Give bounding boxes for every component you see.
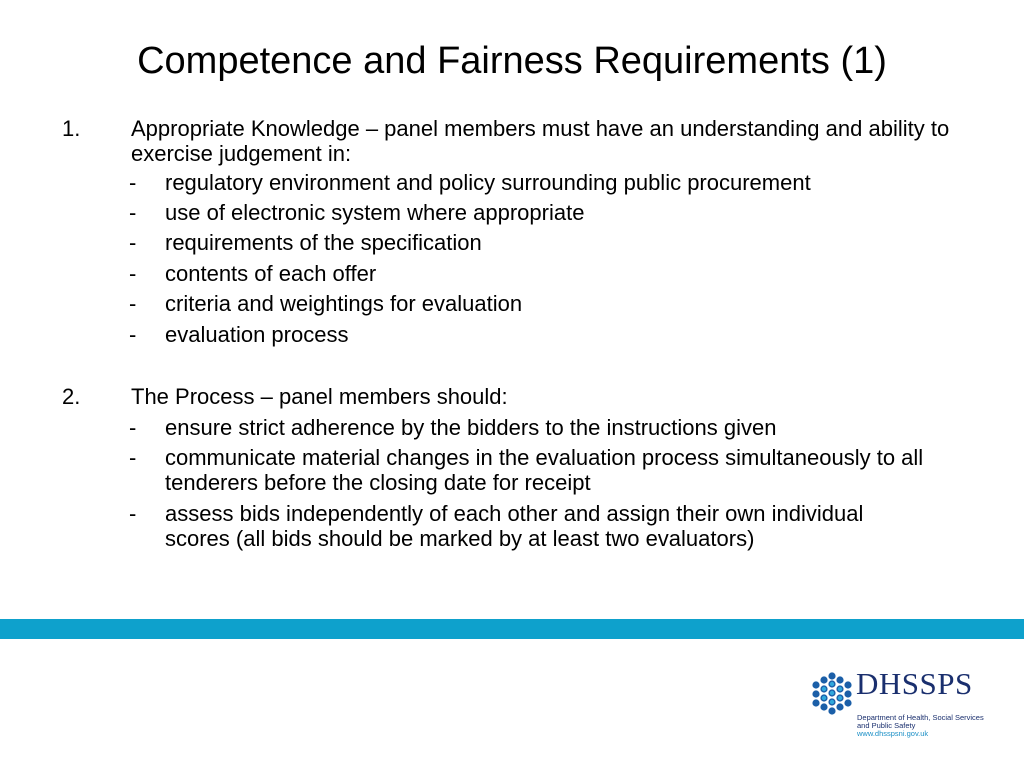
item-text: Appropriate Knowledge – panel members must have an understanding and ability to exercise judgement in:: [131, 116, 950, 166]
slide-title: Competence and Fairness Requirements (1): [137, 40, 887, 82]
item-number: 2.: [62, 384, 81, 409]
sub-item-text: evaluation process: [165, 322, 349, 347]
sub-item-text: criteria and weightings for evaluation: [165, 291, 523, 316]
sub-item-text: communicate material changes in the evaluation process simultaneously to all tenderers before the closing date for receipt: [165, 445, 924, 495]
dash-bullet: -: [129, 445, 137, 470]
dash-bullet: -: [129, 200, 137, 225]
sub-item-text: requirements of the specification: [165, 230, 482, 255]
dash-bullet: -: [129, 501, 137, 526]
logo-department-line: Department of Health, Social Services: [857, 713, 984, 722]
dhssps-logo: [810, 668, 1000, 744]
logo-department-line-2: and Public Safety: [857, 721, 916, 730]
dash-bullet: -: [129, 322, 137, 347]
sub-item-text: regulatory environment and policy surrounding public procurement: [165, 170, 811, 195]
dash-bullet: -: [129, 170, 137, 195]
hexagon-cluster-icon: [810, 670, 854, 716]
item-text: The Process – panel members should:: [131, 384, 508, 409]
sub-item-text: assess bids independently of each other and assign their own individual scores (all bids should be marked by at least two evaluators): [165, 501, 864, 551]
logo-url[interactable]: www.dhsspsni.gov.uk: [857, 729, 929, 738]
sub-item-text: ensure strict adherence by the bidders to the instructions given: [165, 415, 777, 440]
logo-wordmark: DHSSPS: [856, 666, 973, 701]
sub-item-text: contents of each offer: [165, 261, 377, 286]
item-number: 1.: [62, 116, 81, 141]
sub-item-text: use of electronic system where appropriate: [165, 200, 585, 225]
footer-band: [0, 619, 1024, 639]
dash-bullet: -: [129, 415, 137, 440]
dash-bullet: -: [129, 230, 137, 255]
dash-bullet: -: [129, 291, 137, 316]
dash-bullet: -: [129, 261, 137, 286]
